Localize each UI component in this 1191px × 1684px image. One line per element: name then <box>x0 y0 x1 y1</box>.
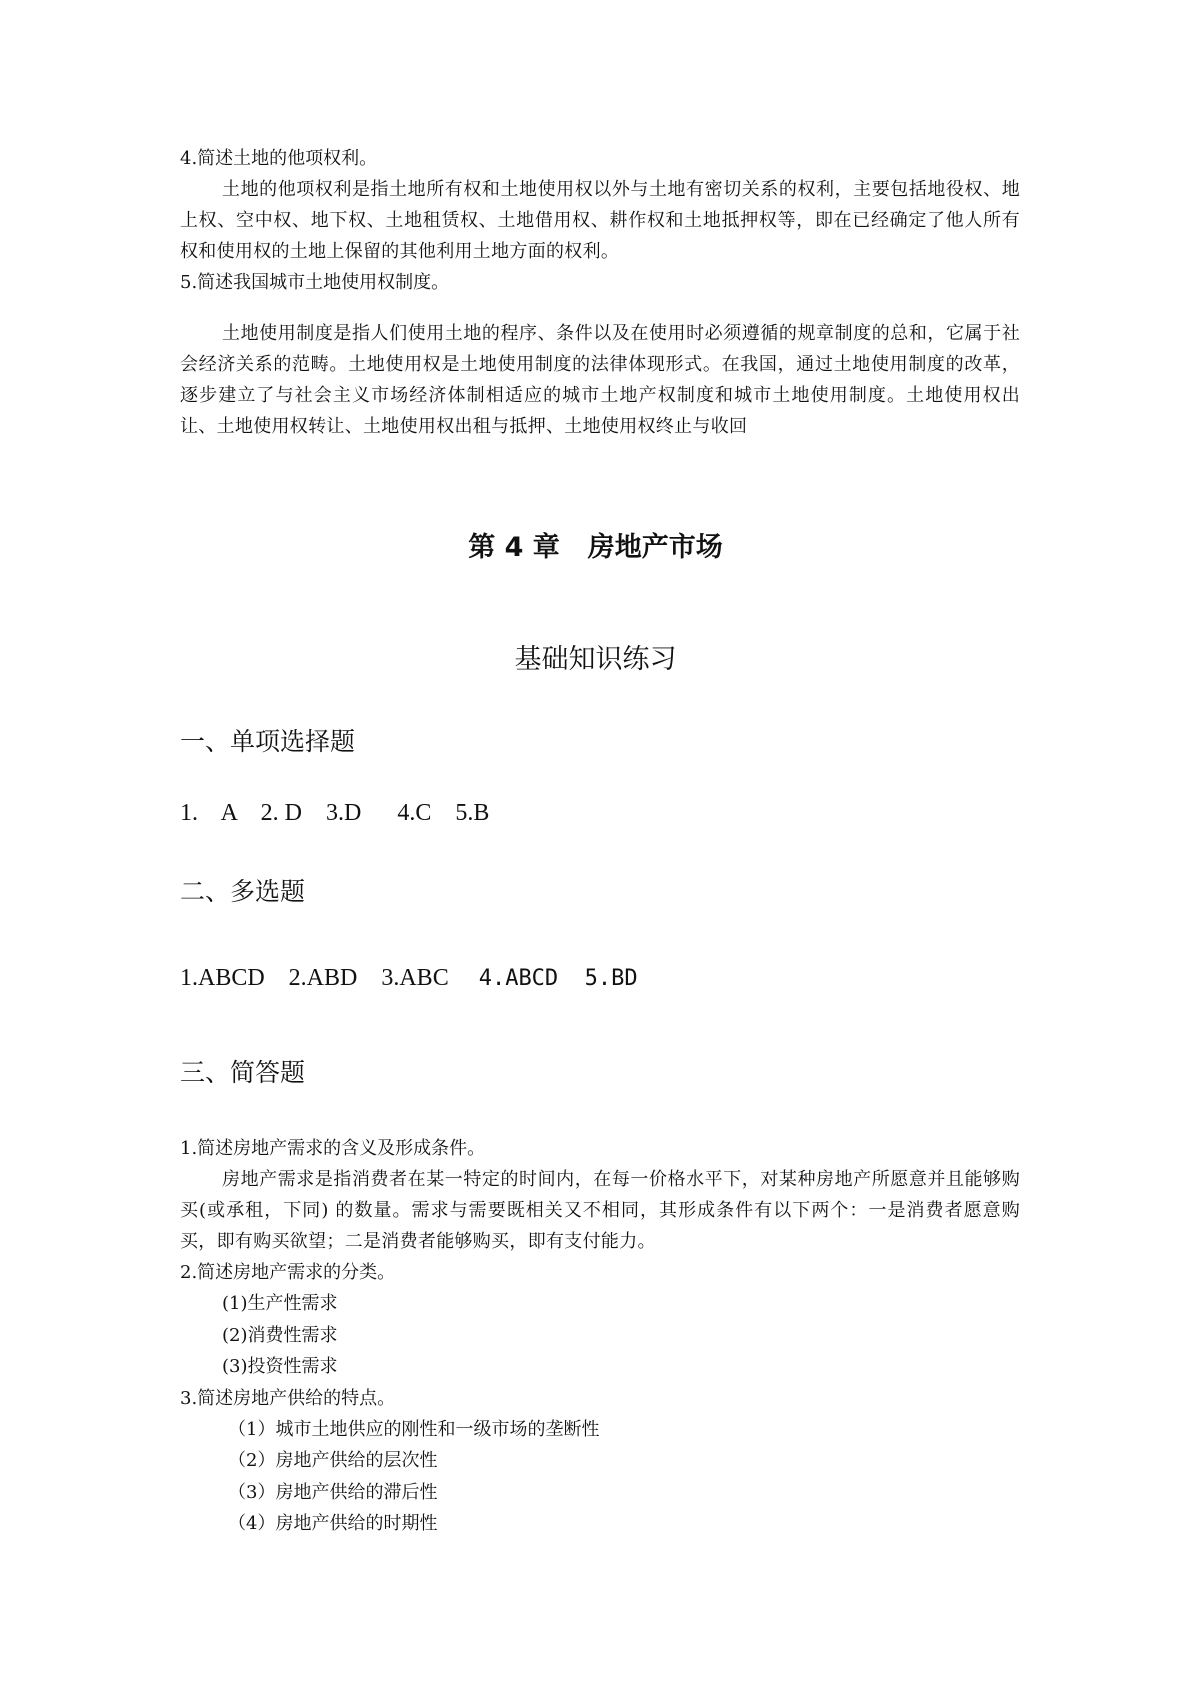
sa-answer-2-item: (2)消费性需求 <box>222 1324 338 1346</box>
short-answer-block <box>180 1133 1020 1540</box>
top-answers-block <box>180 143 1020 298</box>
sa-answer-2-item: (3)投资性需求 <box>222 1356 338 1377</box>
question-5: 5.简述我国城市土地使用权制度。 <box>180 272 450 293</box>
sa-answer-3-item: （2）房地产供给的层次性 <box>228 1450 438 1471</box>
answer-5-block <box>180 318 1020 442</box>
question-4: 4.简述土地的他项权利。 <box>180 148 378 169</box>
sa-answer-3-item: （3）房地产供给的滞后性 <box>228 1481 438 1503</box>
sa-answer-3-item: （1）城市土地供应的刚性和一级市场的垄断性 <box>228 1418 600 1440</box>
chapter-title <box>0 525 1191 564</box>
sa-answer-3-item: （4）房地产供给的时期性 <box>228 1513 438 1534</box>
answer-4: 土地的他项权利是指土地所有权和土地使用权以外与土地有密切关系的权利，主要包括地役权、地上权、空中权、地下权、土地租赁权、土地借用权、耕作权和土地抵押权等，即在已经确定了他人所有权和使用权的土地上保留的其他利用土地方面的权利。 <box>180 179 1020 262</box>
short-answer-heading: 三、简答题 <box>180 1058 306 1087</box>
answer-5: 土地使用制度是指人们使用土地的程序、条件以及在使用时必须遵循的规章制度的总和，它属于社会经济关系的范畴。土地使用权是土地使用制度的法律体现形式。在我国，通过土地使用制度的改革，逐步建立了与社会主义市场经济体制相适应的城市土地产权制度和城市土地使用制度。土地使用权出让、土地使用权转让、土地使用权出租与抵押、土地使用权终止与收回 <box>180 323 1020 437</box>
sa-question-2: 2.简述房地产需求的分类。 <box>180 1262 396 1283</box>
sa-question-1: 1.简述房地产需求的含义及形成条件。 <box>180 1138 486 1159</box>
multi-choice-answers-mono: 4.ABCD 5.BD <box>478 966 638 991</box>
sa-question-3: 3.简述房地产供给的特点。 <box>180 1387 396 1409</box>
multi-choice-answers <box>180 965 638 992</box>
chapter-name: 房地产市场 <box>587 532 723 563</box>
single-choice-answers: 1. A 2. D 3.D 4.C 5.B <box>180 800 490 826</box>
sa-answer-2-item: (1)生产性需求 <box>222 1293 338 1314</box>
multi-choice-answers-serif: 1.ABCD 2.ABD 3.ABC <box>180 965 479 991</box>
multi-choice-heading: 二、多选题 <box>180 877 306 906</box>
chapter-number: 第 4 章 <box>468 532 560 563</box>
single-choice-heading: 一、单项选择题 <box>180 727 356 756</box>
sa-answer-1: 房地产需求是指消费者在某一特定的时间内，在每一价格水平下，对某种房地产所愿意并且能够购买(或承租，下同) 的数量。需求与需要既相关又不相同，其形成条件有以下两个：一是消费者愿意购买，即有购买欲望；二是消费者能够购买，即有支付能力。 <box>180 1169 1020 1252</box>
section-title: 基础知识练习 <box>514 644 677 675</box>
